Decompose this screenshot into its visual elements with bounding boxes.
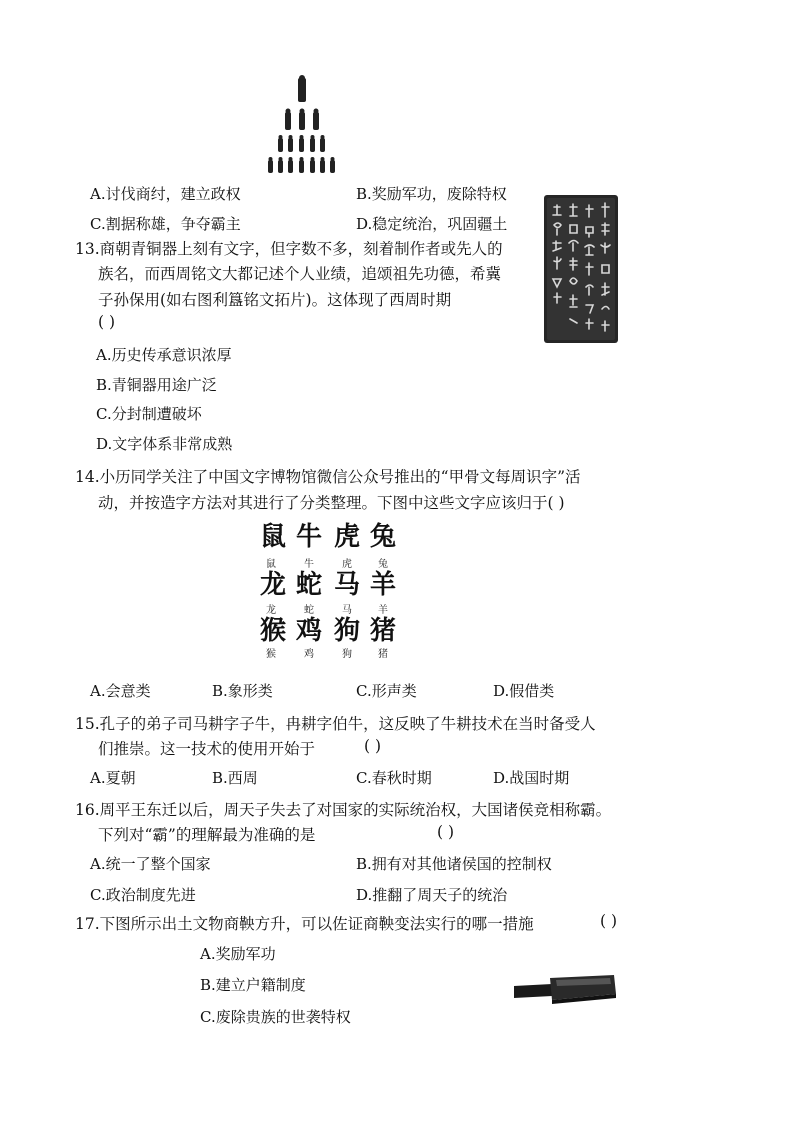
q13-option-c[interactable]: C.分封制遭破坏 xyxy=(96,405,202,423)
oracle-bone-zodiac-figure xyxy=(248,522,408,664)
zodiac-label-goat: 羊 xyxy=(378,605,388,616)
q12-option-b[interactable]: B.奖励军功，废除特权 xyxy=(356,185,507,203)
zodiac-label-dragon: 龙 xyxy=(266,605,276,616)
q13-option-a[interactable]: A.历史传承意识浓厚 xyxy=(96,346,232,364)
zodiac-label-pig: 猪 xyxy=(378,649,388,660)
zodiac-label-dog: 狗 xyxy=(342,649,352,660)
q16-option-b[interactable]: B.拥有对其他诸侯国的控制权 xyxy=(356,855,552,873)
q16-option-a[interactable]: A.统一了整个国家 xyxy=(90,855,211,873)
q16-option-d[interactable]: D.推翻了周天子的统治 xyxy=(356,886,508,904)
q15-answer-blank[interactable]: ( ) xyxy=(364,737,382,755)
q13-option-b[interactable]: B.青铜器用途广泛 xyxy=(96,376,217,394)
zodiac-label-rat: 鼠 xyxy=(266,559,276,570)
q16-option-c[interactable]: C.政治制度先进 xyxy=(90,886,196,904)
q17-option-a[interactable]: A.奖励军功 xyxy=(200,945,276,963)
q12-option-a[interactable]: A.讨伐商纣，建立政权 xyxy=(90,185,241,203)
q13-option-d[interactable]: D.文字体系非常成熟 xyxy=(96,435,233,453)
q16-stem-line2: 下列对“霸”的理解最为准确的是 xyxy=(98,826,316,844)
q14-stem-line1: 14.小历同学关注了中国文字博物馆微信公众号推出的“甲骨文每周识字”活 xyxy=(75,468,581,486)
zodiac-glyph-rabbit: 兔 xyxy=(370,522,397,552)
zodiac-glyph-rooster: 鸡 xyxy=(296,616,323,646)
q12-option-c[interactable]: C.割据称雄，争夺霸主 xyxy=(90,215,241,233)
q13-stem-line2: 族名，而西周铭文大都记述个人业绩，追颂祖先功德，希冀 xyxy=(98,265,502,283)
hierarchy-pyramid-figure xyxy=(262,74,342,176)
q14-option-a[interactable]: A.会意类 xyxy=(90,682,151,700)
zodiac-glyph-dog: 狗 xyxy=(334,616,361,646)
q15-stem-line2: 们推崇。这一技术的使用开始于 xyxy=(98,740,316,758)
zodiac-glyph-tiger: 虎 xyxy=(334,522,361,552)
zodiac-glyph-ox: 牛 xyxy=(296,522,323,552)
zodiac-label-rabbit: 兔 xyxy=(378,559,388,570)
q17-stem-line1: 17.下图所示出土文物商鞅方升，可以佐证商鞅变法实行的哪一措施 xyxy=(75,915,534,933)
q12-option-d[interactable]: D.稳定统治，巩固疆土 xyxy=(356,215,508,233)
q13-stem-line1: 13.商朝青铜器上刻有文字，但字数不多，刻着制作者或先人的 xyxy=(75,240,503,258)
q17-answer-blank[interactable]: ( ) xyxy=(600,912,618,930)
zodiac-label-rooster: 鸡 xyxy=(304,649,314,660)
zodiac-glyph-goat: 羊 xyxy=(370,570,397,600)
q14-option-d[interactable]: D.假借类 xyxy=(493,682,555,700)
zodiac-label-ox: 牛 xyxy=(304,559,314,570)
zodiac-label-monkey: 猴 xyxy=(266,649,276,660)
shang-yang-fangsheng-image xyxy=(512,972,618,1006)
q15-option-d[interactable]: D.战国时期 xyxy=(493,769,570,787)
q15-option-b[interactable]: B.西周 xyxy=(212,769,258,787)
zodiac-label-snake: 蛇 xyxy=(304,605,314,616)
inscription-rubbing-image xyxy=(544,195,618,343)
q16-stem-line1: 16.周平王东迁以后，周天子失去了对国家的实际统治权，大国诸侯竞相称霸。 xyxy=(75,801,612,819)
zodiac-glyph-horse: 马 xyxy=(334,570,361,600)
q15-option-a[interactable]: A.夏朝 xyxy=(90,769,136,787)
q13-stem-line3: 子孙保用(如右图利簋铭文拓片)。这体现了西周时期 xyxy=(98,291,452,309)
zodiac-label-horse: 马 xyxy=(342,605,352,616)
zodiac-glyph-monkey: 猴 xyxy=(260,616,287,646)
q17-option-b[interactable]: B.建立户籍制度 xyxy=(200,976,306,994)
zodiac-glyph-snake: 蛇 xyxy=(296,570,323,600)
q15-stem-line1: 15.孔子的弟子司马耕字子牛，冉耕字伯牛，这反映了牛耕技术在当时备受人 xyxy=(75,715,596,733)
q15-option-c[interactable]: C.春秋时期 xyxy=(356,769,432,787)
zodiac-glyph-rat: 鼠 xyxy=(260,522,287,552)
zodiac-glyph-pig: 猪 xyxy=(370,616,397,646)
zodiac-label-tiger: 虎 xyxy=(342,559,352,570)
q17-option-c[interactable]: C.废除贵族的世袭特权 xyxy=(200,1008,351,1026)
q14-option-c[interactable]: C.形声类 xyxy=(356,682,417,700)
zodiac-glyph-dragon: 龙 xyxy=(260,570,287,600)
q14-stem-line2: 动，并按造字方法对其进行了分类整理。下图中这些文字应该归于( ) xyxy=(98,494,565,512)
q16-answer-blank[interactable]: ( ) xyxy=(437,823,455,841)
q13-answer-blank[interactable]: ( ) xyxy=(98,313,116,331)
q14-option-b[interactable]: B.象形类 xyxy=(212,682,273,700)
